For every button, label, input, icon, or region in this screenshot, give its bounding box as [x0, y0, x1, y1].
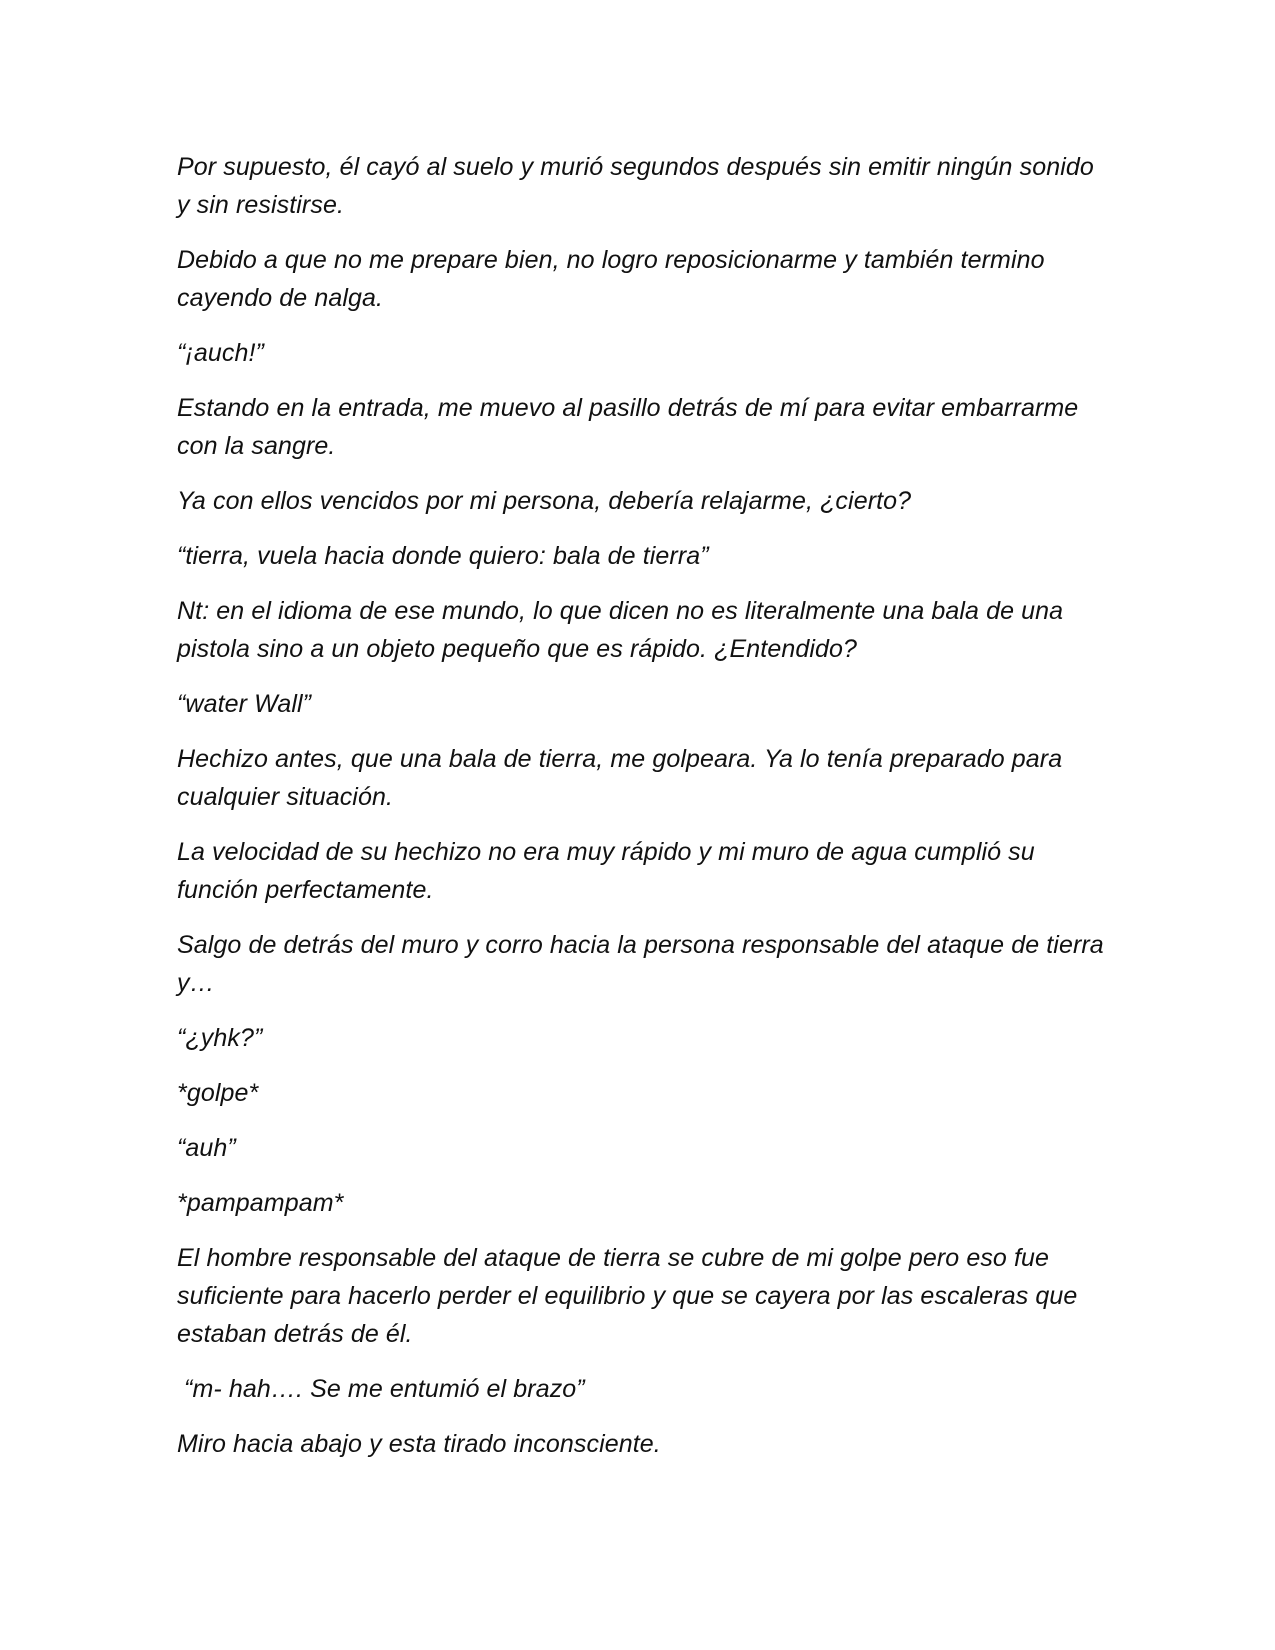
paragraph: Miro hacia abajo y esta tirado inconsciente.	[177, 1430, 661, 1458]
paragraph: Ya con ellos vencidos por mi persona, debería relajarme, ¿cierto?	[177, 487, 912, 515]
paragraph: “auh”	[177, 1134, 236, 1162]
paragraph: *golpe*	[177, 1079, 259, 1107]
paragraph: La velocidad de su hechizo no era muy rápido y mi muro de agua cumplió su función perfectamente.	[177, 838, 1042, 904]
paragraph: Debido a que no me prepare bien, no logro reposicionarme y también termino cayendo de nalga.	[177, 246, 1052, 312]
paragraph: Por supuesto, él cayó al suelo y murió segundos después sin emitir ningún sonido y sin resistirse.	[177, 153, 1101, 219]
paragraph: Hechizo antes, que una bala de tierra, me golpeara. Ya lo tenía preparado para cualquier situación.	[177, 745, 1070, 811]
paragraph: *pampampam*	[177, 1189, 344, 1217]
document-body	[177, 148, 1111, 1480]
paragraph: Nt: en el idioma de ese mundo, lo que dicen no es literalmente una bala de una pistola sino a un objeto pequeño que es rápido. ¿Entendido?	[177, 597, 1071, 663]
paragraph: “¡auch!”	[177, 339, 264, 367]
paragraph: El hombre responsable del ataque de tierra se cubre de mi golpe pero eso fue suficiente para hacerlo perder el equilibrio y que se cayera por las escaleras que estaban detrás de él.	[177, 1244, 1085, 1348]
paragraph: “¿yhk?”	[177, 1024, 263, 1052]
paragraph: Salgo de detrás del muro y corro hacia la persona responsable del ataque de tierra y…	[177, 931, 1111, 997]
paragraph: “tierra, vuela hacia donde quiero: bala de tierra”	[177, 542, 709, 570]
paragraph: Estando en la entrada, me muevo al pasillo detrás de mí para evitar embarrarme con la sangre.	[177, 394, 1086, 460]
paragraph: “m- hah…. Se me entumió el brazo”	[177, 1375, 585, 1403]
paragraph: “water Wall”	[177, 690, 312, 718]
